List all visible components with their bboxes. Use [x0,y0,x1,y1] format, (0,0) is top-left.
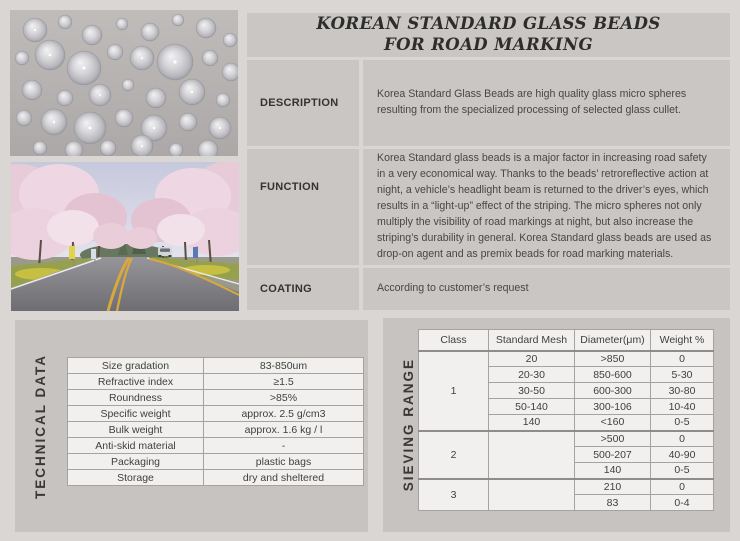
col-header-class: Class [419,330,489,351]
tech-value: approx. 1.6 kg / l [204,422,364,438]
class-cell: 3 [419,479,489,511]
tech-value: dry and sheltered [204,470,364,486]
col-header-weight: Weight % [651,330,714,351]
technical-data-section-label: TECHNICAL DATA [32,353,48,499]
table-row [68,390,364,406]
tech-value: 83-850um [204,358,364,374]
info-section [247,13,730,310]
function-paragraph: Korea Standard glass beads is a major factor in increasing road safety in a very economical way. Thanks to the beads’ retroreflective action at night, a vehicle’s headlight beam is returned to the driver’s eyes, which results in a “light-up” effect of the striping. The micro spheres not only multiply the visibility of road markings at night, but also increase the striping’s durability in general. Korea Standard glass beads are used as drop-on agent and as premix beads for road marking materials. [377,152,712,260]
diameter-cell: 850-600 [575,367,651,383]
diameter-cell: 500-207 [575,447,651,463]
coating-row [247,268,730,310]
coating-paragraph: According to customer’s request [377,282,529,295]
weight-cell: 0-5 [651,415,714,431]
class-cell: 1 [419,351,489,431]
weight-cell: 10-40 [651,399,714,415]
diameter-cell: 210 [575,479,651,495]
table-row [68,470,364,486]
table-row [68,422,364,438]
tech-value: >85% [204,390,364,406]
table-row [68,406,364,422]
col-header-diameter: Diameter(μm) [575,330,651,351]
mesh-cell-empty [489,431,575,479]
description-paragraph: Korea Standard Glass Beads are high quality glass micro spheres resulting from the specialized processing of selected glass cullet. [377,88,687,116]
tech-property: Anti-skid material [68,438,204,454]
weight-cell: 30-80 [651,383,714,399]
technical-data-table [67,357,364,486]
diameter-cell: 300-106 [575,399,651,415]
tech-property: Roundness [68,390,204,406]
sieving-range-panel [383,318,730,532]
table-row [419,351,714,367]
tech-property: Specific weight [68,406,204,422]
diameter-cell: 600-300 [575,383,651,399]
mesh-cell: 140 [489,415,575,431]
mesh-cell: 30-50 [489,383,575,399]
weight-cell: 40-90 [651,447,714,463]
tech-property: Packaging [68,454,204,470]
sieving-range-table [418,329,714,511]
mesh-cell: 20 [489,351,575,367]
function-label: FUNCTION [247,149,359,265]
table-row [68,358,364,374]
tech-property: Size gradation [68,358,204,374]
tech-property: Refractive index [68,374,204,390]
diameter-cell: 83 [575,495,651,511]
tech-property: Storage [68,470,204,486]
tech-value: ≥1.5 [204,374,364,390]
table-row [68,454,364,470]
table-header-row [419,330,714,351]
tech-value: approx. 2.5 g/cm3 [204,406,364,422]
table-row [68,438,364,454]
coating-text [363,268,730,310]
table-row [419,479,714,495]
diameter-cell: >500 [575,431,651,447]
weight-cell: 0-4 [651,495,714,511]
weight-cell: 5-30 [651,367,714,383]
table-row [419,431,714,447]
page-title [247,13,730,57]
weight-cell: 0 [651,479,714,495]
diameter-cell: <160 [575,415,651,431]
tech-value: - [204,438,364,454]
table-row [68,374,364,390]
function-row [247,149,730,265]
weight-cell: 0-5 [651,463,714,479]
page-title-line1: KOREAN STANDARD GLASS BEADS [316,14,661,34]
description-label: DESCRIPTION [247,60,359,146]
mesh-cell: 20-30 [489,367,575,383]
description-text [363,60,730,146]
mesh-cell-empty [489,479,575,511]
weight-cell: 0 [651,431,714,447]
technical-data-label-strip [15,320,65,532]
class-cell: 2 [419,431,489,479]
mesh-cell: 50-140 [489,399,575,415]
weight-cell: 0 [651,351,714,367]
coating-label: COATING [247,268,359,310]
tech-value: plastic bags [204,454,364,470]
technical-data-panel [15,320,368,532]
function-text [363,149,730,265]
page-title-line2: FOR ROAD MARKING [384,35,593,54]
col-header-mesh: Standard Mesh [489,330,575,351]
sieving-range-section-label: SIEVING RANGE [400,358,416,492]
diameter-cell: 140 [575,463,651,479]
diameter-cell: >850 [575,351,651,367]
glass-beads-photo [10,10,238,156]
description-row [247,60,730,146]
cherry-blossom-road-photo [11,162,239,311]
tech-property: Bulk weight [68,422,204,438]
